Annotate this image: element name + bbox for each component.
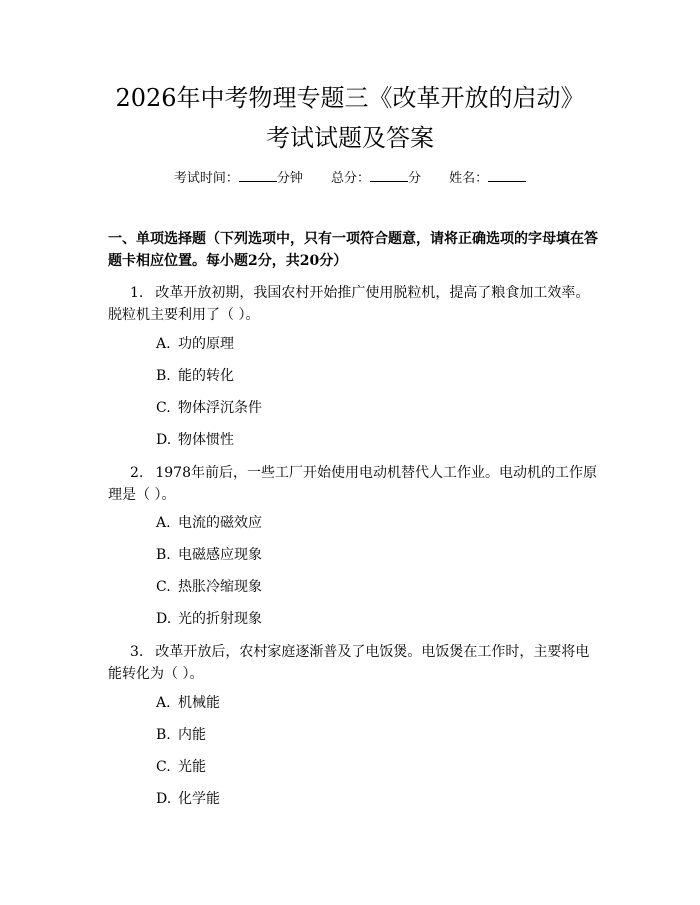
exam-time-field (174, 169, 303, 188)
option-letter: C. (156, 400, 171, 416)
question-text: 改革开放初期，我国农村开始推广使用脱粒机，提高了粮食加工效率。脱粒机主要利用了（ ）。 (108, 285, 590, 323)
question-3-option-b (156, 725, 556, 745)
option-letter: A. (156, 336, 171, 352)
question-1-option-d (156, 430, 556, 450)
option-letter: B. (156, 727, 171, 743)
option-letter: D. (156, 432, 172, 448)
question-number: 3. (130, 644, 144, 660)
question-2-option-a (156, 513, 556, 533)
question-text: 1978年前后，一些工厂开始使用电动机替代人工作业。电动机的工作原理是（ ）。 (108, 465, 597, 503)
question-2-option-d (156, 609, 556, 629)
student-name-label: 姓名： (449, 171, 489, 186)
option-text: 化学能 (178, 791, 220, 807)
question-number: 2. (130, 465, 144, 481)
option-letter: A. (156, 515, 171, 531)
option-text: 物体惯性 (178, 432, 234, 448)
question-3-option-d (156, 789, 556, 809)
question-2-option-b (156, 545, 556, 565)
option-letter: C. (156, 579, 171, 595)
option-letter: B. (156, 547, 171, 563)
question-1-option-c (156, 398, 556, 418)
exam-title (60, 78, 640, 158)
option-letter: B. (156, 368, 171, 384)
question-1-option-b (156, 366, 556, 386)
exam-time-unit: 分钟 (276, 171, 303, 186)
question-3-option-c (156, 757, 556, 777)
option-text: 电流的磁效应 (178, 515, 262, 531)
student-name-blank (488, 169, 526, 182)
exam-time-label: 考试时间： (173, 171, 239, 186)
question-3-option-a (156, 693, 556, 713)
option-letter: A. (156, 695, 171, 711)
question-1-option-a (156, 334, 556, 354)
question-number: 1. (130, 285, 144, 301)
exam-meta (0, 169, 700, 188)
option-text: 机械能 (178, 695, 220, 711)
option-text: 光能 (178, 759, 206, 775)
question-2-option-c (156, 577, 556, 597)
question-1 (108, 282, 598, 326)
option-letter: D. (156, 791, 172, 807)
total-score-unit: 分 (408, 171, 422, 186)
option-text: 电磁感应现象 (178, 547, 262, 563)
exam-title-line-2: 考试试题及答案 (266, 124, 434, 152)
option-text: 光的折射现象 (178, 611, 262, 627)
total-score-field (331, 169, 421, 188)
question-3 (108, 641, 598, 685)
option-text: 物体浮沉条件 (178, 400, 262, 416)
question-2 (108, 462, 598, 506)
option-text: 内能 (178, 727, 206, 743)
option-letter: D. (156, 611, 172, 627)
exam-time-blank (239, 169, 277, 182)
option-text: 功的原理 (178, 336, 234, 352)
exam-title-line-1: 2026年中考物理专题三《改革开放的启动》 (115, 84, 585, 112)
total-score-blank (370, 169, 408, 182)
option-text: 热胀冷缩现象 (178, 579, 262, 595)
student-name-field (449, 169, 526, 188)
option-text: 能的转化 (178, 368, 234, 384)
question-text: 改革开放后，农村家庭逐渐普及了电饭煲。电饭煲在工作时，主要将电能转化为（ ）。 (108, 644, 590, 682)
section-heading: 一、单项选择题（下列选项中，只有一项符合题意，请将正确选项的字母填在答题卡相应位置。每小题2分，共20分） (108, 231, 598, 269)
total-score-label: 总分： (330, 171, 370, 186)
option-letter: C. (156, 759, 171, 775)
